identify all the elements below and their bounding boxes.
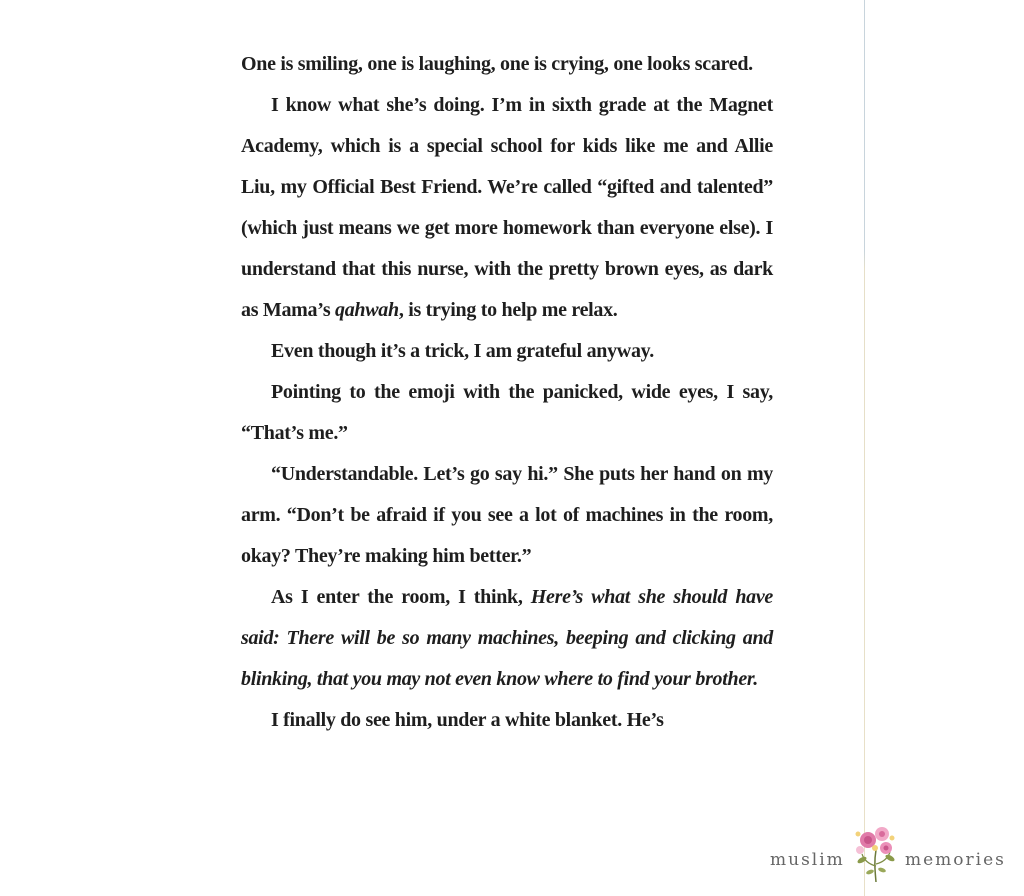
text-segment: , is trying to help me relax. <box>398 299 618 321</box>
italic-text: Here’s what she should have said: There will be so many machines, beeping and clicking and blinking, that you may not even know where to find your brother. <box>241 586 773 690</box>
text-segment: “Understandable. Let’s go say hi.” She puts her hand on my arm. “Don’t be afraid if you see a lot of machines in the room, okay? They’re making him better.” <box>241 463 773 567</box>
watermark-word-left: muslim <box>770 850 845 870</box>
watermark-logo <box>770 820 1020 890</box>
watermark-word-right: memories <box>905 850 1006 870</box>
flower-bouquet-icon <box>848 820 904 884</box>
page-edge-divider <box>864 0 865 896</box>
text-segment: I know what she’s doing. I’m in sixth grade at the Magnet Academy, which is a special school for kids like me and Allie Liu, my Official Best Friend. We’re called “gifted and talented” (which just means we get more homework than everyone else). I understand that this nurse, with the pretty brown eyes, as dark as Mama’s <box>241 94 773 321</box>
paragraph <box>241 85 773 331</box>
text-segment: One is smiling, one is laughing, one is crying, one looks scared. <box>241 53 753 75</box>
text-segment: Even though it’s a trick, I am grateful anyway. <box>271 340 654 362</box>
paragraph <box>241 577 773 700</box>
paragraph <box>241 372 773 454</box>
book-text <box>241 44 773 741</box>
text-segment: I finally do see him, under a white blanket. He’s <box>271 709 664 731</box>
italic-text: qahwah <box>335 299 399 321</box>
paragraph <box>241 454 773 577</box>
paragraph <box>241 331 773 372</box>
paragraph <box>241 700 773 741</box>
paragraph <box>241 44 773 85</box>
text-segment: As I enter the room, I think, <box>271 586 531 608</box>
text-segment: Pointing to the emoji with the panicked, wide eyes, I say, “That’s me.” <box>241 381 773 444</box>
